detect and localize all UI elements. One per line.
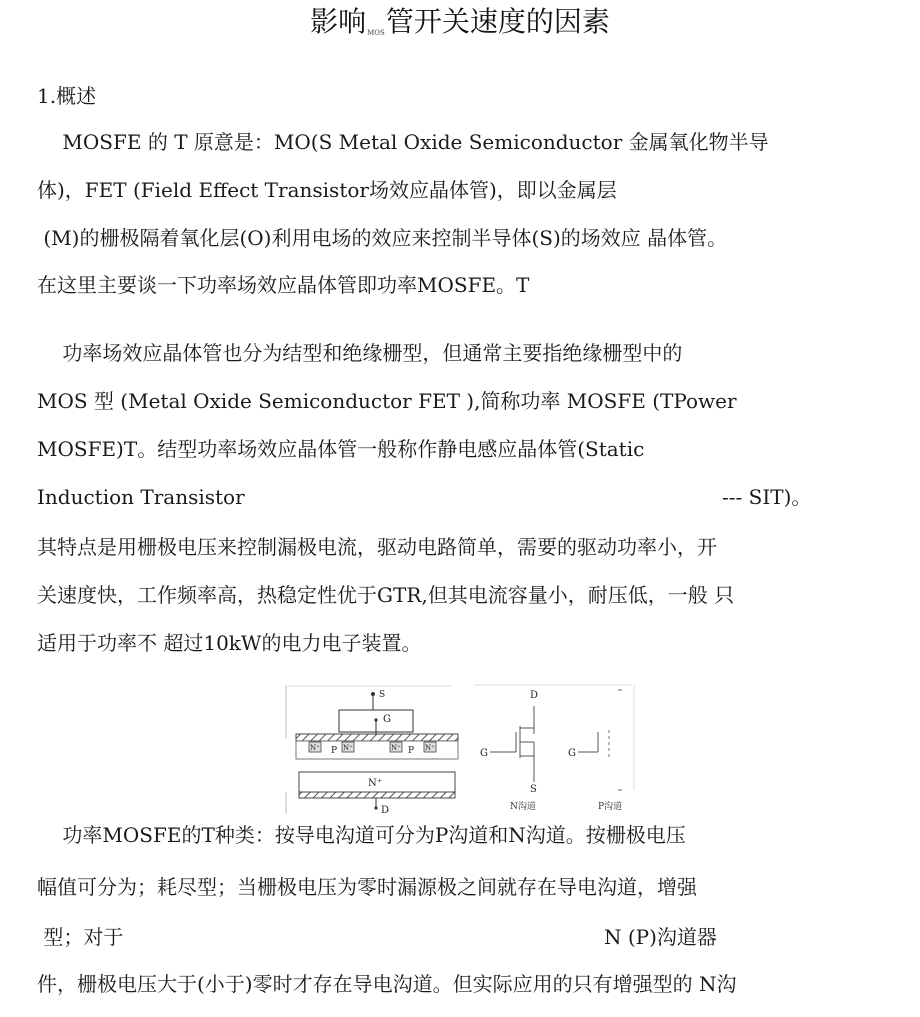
paragraph-3-line-3: 型；对于 bbox=[37, 925, 124, 949]
paragraph-2-line-4: Induction Transistor bbox=[37, 485, 245, 509]
paragraph-2-line-2: MOS 型 (Metal Oxide Semiconductor FET ),简称功率 MOSFE (TPower bbox=[37, 389, 737, 413]
paragraph-1-line-3: (M)的栅极隔着氧化层(O)利用电场的效应来控制半导体(S)的场效应 晶体管。 bbox=[37, 226, 728, 250]
svg-text:P沟道: P沟道 bbox=[598, 802, 623, 812]
paragraph-3-line-4: 件，栅极电压大于(小于)零时才存在导电沟道。但实际应用的只有增强型的 N沟 bbox=[37, 972, 737, 996]
svg-text:N⁺: N⁺ bbox=[310, 744, 320, 752]
paragraph-1-line-2: 体)，FET (Field Effect Transistor场效应晶体管)，即以金属层 bbox=[37, 178, 617, 202]
mosfet-symbol-diagram bbox=[472, 682, 636, 814]
svg-text:D: D bbox=[381, 805, 390, 814]
paragraph-2-trailing-fragment: --- SIT)。 bbox=[722, 485, 812, 509]
svg-text:N⁺: N⁺ bbox=[391, 744, 401, 752]
paragraph-1-line-4: 在这里主要谈一下功率场效应晶体管即功率MOSFE。T bbox=[37, 273, 530, 297]
svg-text:G: G bbox=[480, 748, 488, 759]
paragraph-2-line-1: 功率场效应晶体管也分为结型和绝缘栅型，但通常主要指绝缘栅型中的 bbox=[37, 341, 683, 365]
mosfet-structure-diagram bbox=[284, 682, 472, 814]
paragraph-3-line-1: 功率MOSFE的T种类：按导电沟道可分为P沟道和N沟道。按栅极电压 bbox=[37, 823, 686, 847]
mosfet-cross-section-icon bbox=[284, 682, 472, 814]
page-title bbox=[0, 2, 920, 53]
paragraph-2-line-6: 关速度快，工作频率高，热稳定性优于GTR,但其电流容量小，耐压低，一般 只 bbox=[37, 583, 735, 607]
title-part-2: 管开关速度的因素 bbox=[385, 5, 610, 38]
svg-text:S: S bbox=[379, 690, 386, 700]
paragraph-2-line-3: MOSFE)T。结型功率场效应晶体管一般称作静电感应晶体管(Static bbox=[37, 437, 645, 461]
svg-text:N⁺: N⁺ bbox=[343, 744, 353, 752]
paragraph-1-line-1: MOSFE 的 T 原意是：MO(S Metal Oxide Semiconductor 金属氧化物半导 bbox=[37, 130, 769, 154]
mosfet-figure bbox=[284, 682, 636, 814]
svg-text:D: D bbox=[530, 690, 539, 701]
paragraph-3-trailing-fragment: N (P)沟道器 bbox=[604, 925, 717, 949]
mosfet-circuit-symbol-icon bbox=[472, 682, 636, 814]
svg-text:S: S bbox=[530, 784, 537, 795]
section-heading: 1.概述 bbox=[37, 84, 97, 108]
paragraph-2-line-5: 其特点是用栅极电压来控制漏极电流，驱动电路简单，需要的驱动功率小，开 bbox=[37, 535, 717, 559]
svg-text:N⁺: N⁺ bbox=[368, 778, 383, 789]
svg-text:P: P bbox=[408, 746, 415, 756]
svg-text:G: G bbox=[383, 714, 391, 725]
svg-text:G: G bbox=[568, 748, 576, 759]
svg-text:N沟道: N沟道 bbox=[510, 802, 536, 812]
svg-text:P: P bbox=[331, 746, 338, 756]
svg-text:N⁺: N⁺ bbox=[425, 744, 435, 752]
paragraph-3-line-2: 幅值可分为；耗尽型；当栅极电压为零时漏源极之间就存在导电沟道，增强 bbox=[37, 875, 697, 899]
title-subscript: MOS bbox=[367, 29, 385, 37]
paragraph-2-line-7: 适用于功率不 超过10kW的电力电子装置。 bbox=[37, 631, 422, 655]
title-part-1: 影响 bbox=[310, 5, 367, 38]
